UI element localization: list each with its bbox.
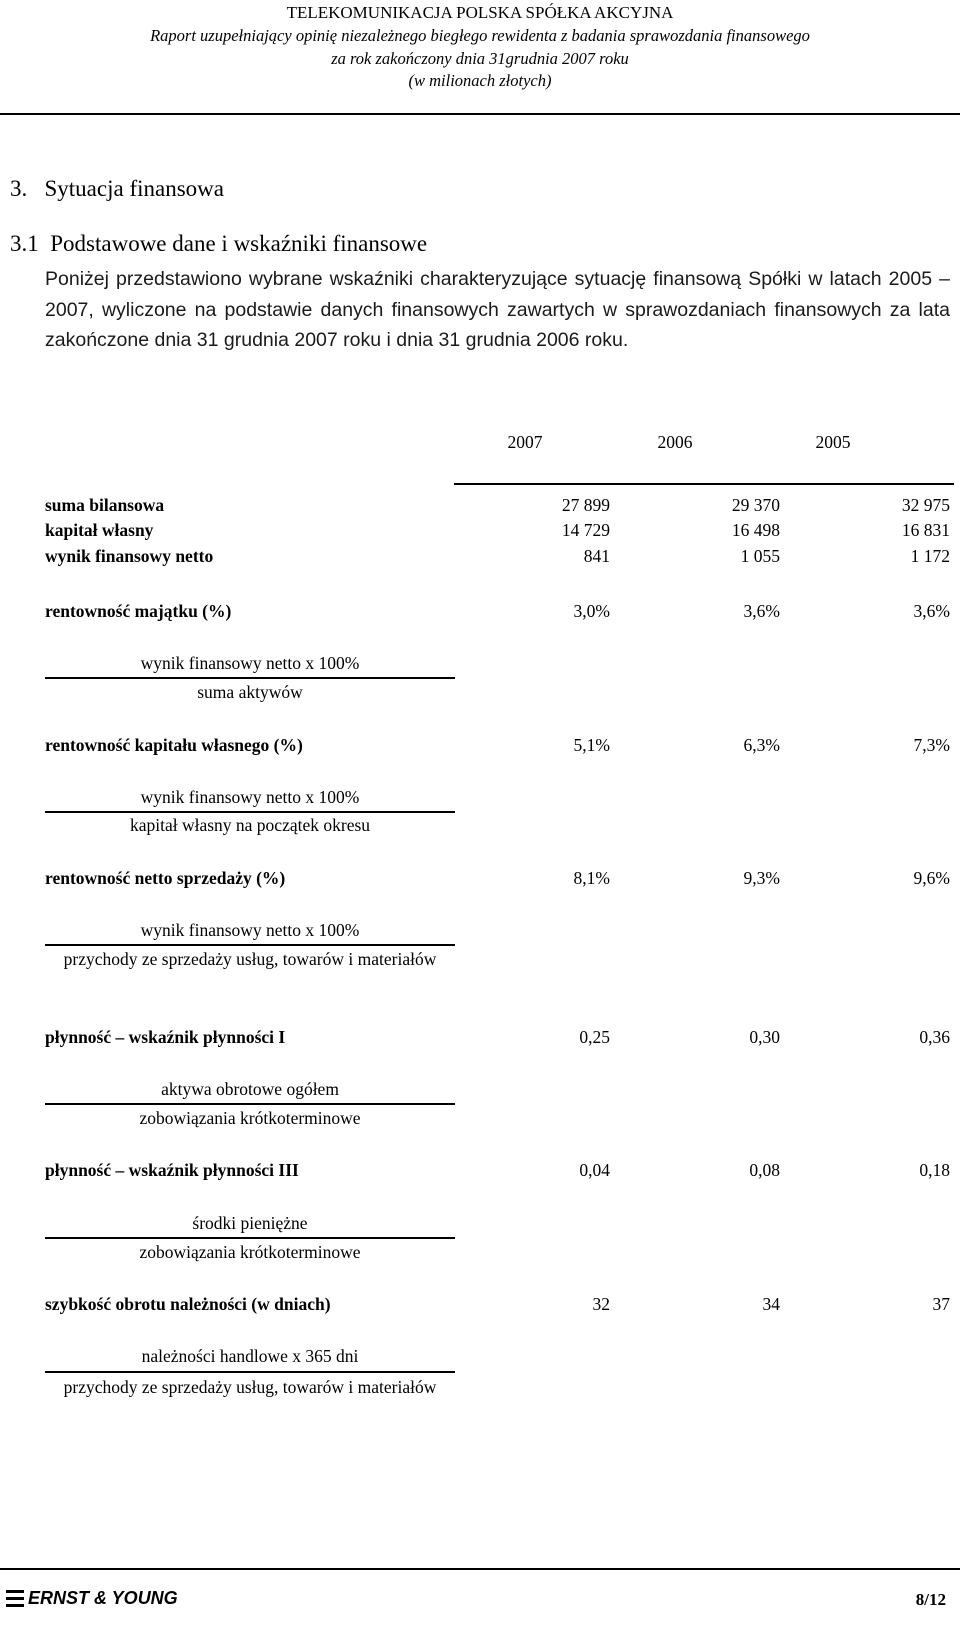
ratio-label: rentowność kapitału własnego (%) <box>45 735 303 755</box>
ratio-value: 9,6% <box>913 868 950 888</box>
fraction-line <box>45 1371 455 1373</box>
row-value: 1 172 <box>910 546 950 566</box>
ratio-label: płynność – wskaźnik płynności III <box>45 1160 299 1180</box>
ratio-denominator: zobowiązania krótkoterminowe <box>139 1108 361 1128</box>
row-value: 16 831 <box>901 520 950 540</box>
ratio-value: 0,25 <box>579 1027 610 1047</box>
ratio-numerator: środki pieniężne <box>192 1213 308 1233</box>
ratio-value: 3,6% <box>913 601 950 621</box>
ratio-numerator: wynik finansowy netto x 100% <box>140 920 360 940</box>
page-number: 8/12 <box>915 1590 946 1609</box>
year-header-rule <box>454 483 954 485</box>
fraction-line <box>45 944 455 946</box>
ratio-value: 7,3% <box>913 735 950 755</box>
fraction-line <box>45 677 455 679</box>
row-value: 29 370 <box>731 495 780 515</box>
footer-divider <box>0 1568 960 1570</box>
row-value: 16 498 <box>731 520 780 540</box>
report-title: Raport uzupełniający opinię niezależnego biegłego rewidenta z badania sprawozdania finansowego <box>150 26 810 45</box>
ratio-value: 32 <box>592 1294 610 1314</box>
ratio-denominator: zobowiązania krótkoterminowe <box>139 1242 361 1262</box>
row-value: 27 899 <box>561 495 610 515</box>
ratio-value: 34 <box>762 1294 780 1314</box>
ratio-label: rentowność netto sprzedaży (%) <box>45 868 286 888</box>
ratio-value: 0,18 <box>919 1160 950 1180</box>
ratio-value: 3,0% <box>573 601 610 621</box>
ratio-value: 8,1% <box>573 868 610 888</box>
ratio-value: 0,08 <box>749 1160 780 1180</box>
fraction-line <box>45 1103 455 1105</box>
ratio-value: 37 <box>932 1294 950 1314</box>
ratio-value: 6,3% <box>743 735 780 755</box>
year-header-2007: 2007 <box>507 432 543 452</box>
ratio-numerator: aktywa obrotowe ogółem <box>161 1079 339 1099</box>
ratio-denominator: przychody ze sprzedaży usług, towarów i materiałów <box>63 949 437 969</box>
report-period: za rok zakończony dnia 31grudnia 2007 roku <box>331 49 629 68</box>
ratio-value: 5,1% <box>573 735 610 755</box>
section-heading: 3. Sytuacja finansowa <box>10 176 224 201</box>
ratio-denominator: przychody ze sprzedaży usług, towarów i materiałów <box>63 1377 437 1397</box>
ratio-denominator: kapitał własny na początek okresu <box>129 815 371 835</box>
ratio-numerator: należności handlowe x 365 dni <box>141 1346 359 1366</box>
row-value: 841 <box>583 546 610 566</box>
intro-paragraph: Poniżej przedstawiono wybrane wskaźniki charakteryzujące sytuację finansową Spółki w latach 2005 – 2007, wyliczone na podstawie danych finansowych zawartych w sprawozdaniach finansowych za lata zakończone dnia 31 grudnia 2007 roku i dnia 31 grudnia 2006 roku. <box>45 268 950 351</box>
ratio-label: szybkość obrotu należności (w dniach) <box>45 1294 331 1314</box>
ratio-denominator: suma aktywów <box>197 682 303 702</box>
header-divider <box>0 113 960 115</box>
row-label: kapitał własny <box>45 520 154 540</box>
ratio-label: płynność – wskaźnik płynności I <box>45 1027 286 1047</box>
ratio-value: 0,30 <box>749 1027 780 1047</box>
year-header-2006: 2006 <box>657 432 693 452</box>
ratio-value: 0,04 <box>579 1160 610 1180</box>
ernst-young-logo <box>6 1586 178 1610</box>
row-value: 1 055 <box>740 546 780 566</box>
year-header-2005: 2005 <box>815 432 851 452</box>
ratio-numerator: wynik finansowy netto x 100% <box>140 787 360 807</box>
row-label: wynik finansowy netto <box>45 546 214 566</box>
row-value: 14 729 <box>561 520 610 540</box>
ratio-numerator: wynik finansowy netto x 100% <box>140 653 360 673</box>
report-units: (w milionach złotych) <box>408 71 552 90</box>
ratio-value: 9,3% <box>743 868 780 888</box>
fraction-line <box>45 811 455 813</box>
row-value: 32 975 <box>901 495 950 515</box>
row-label: suma bilansowa <box>45 495 165 515</box>
ratio-label: rentowność majątku (%) <box>45 601 232 621</box>
ey-logo-icon <box>6 1590 24 1607</box>
logo-text: ERNST & YOUNG <box>28 1587 178 1608</box>
ratio-value: 0,36 <box>919 1027 950 1047</box>
company-name: TELEKOMUNIKACJA POLSKA SPÓŁKA AKCYJNA <box>286 3 674 22</box>
subsection-heading: 3.1 Podstawowe dane i wskaźniki finansowe <box>10 231 428 256</box>
fraction-line <box>45 1237 455 1239</box>
ratio-value: 3,6% <box>743 601 780 621</box>
